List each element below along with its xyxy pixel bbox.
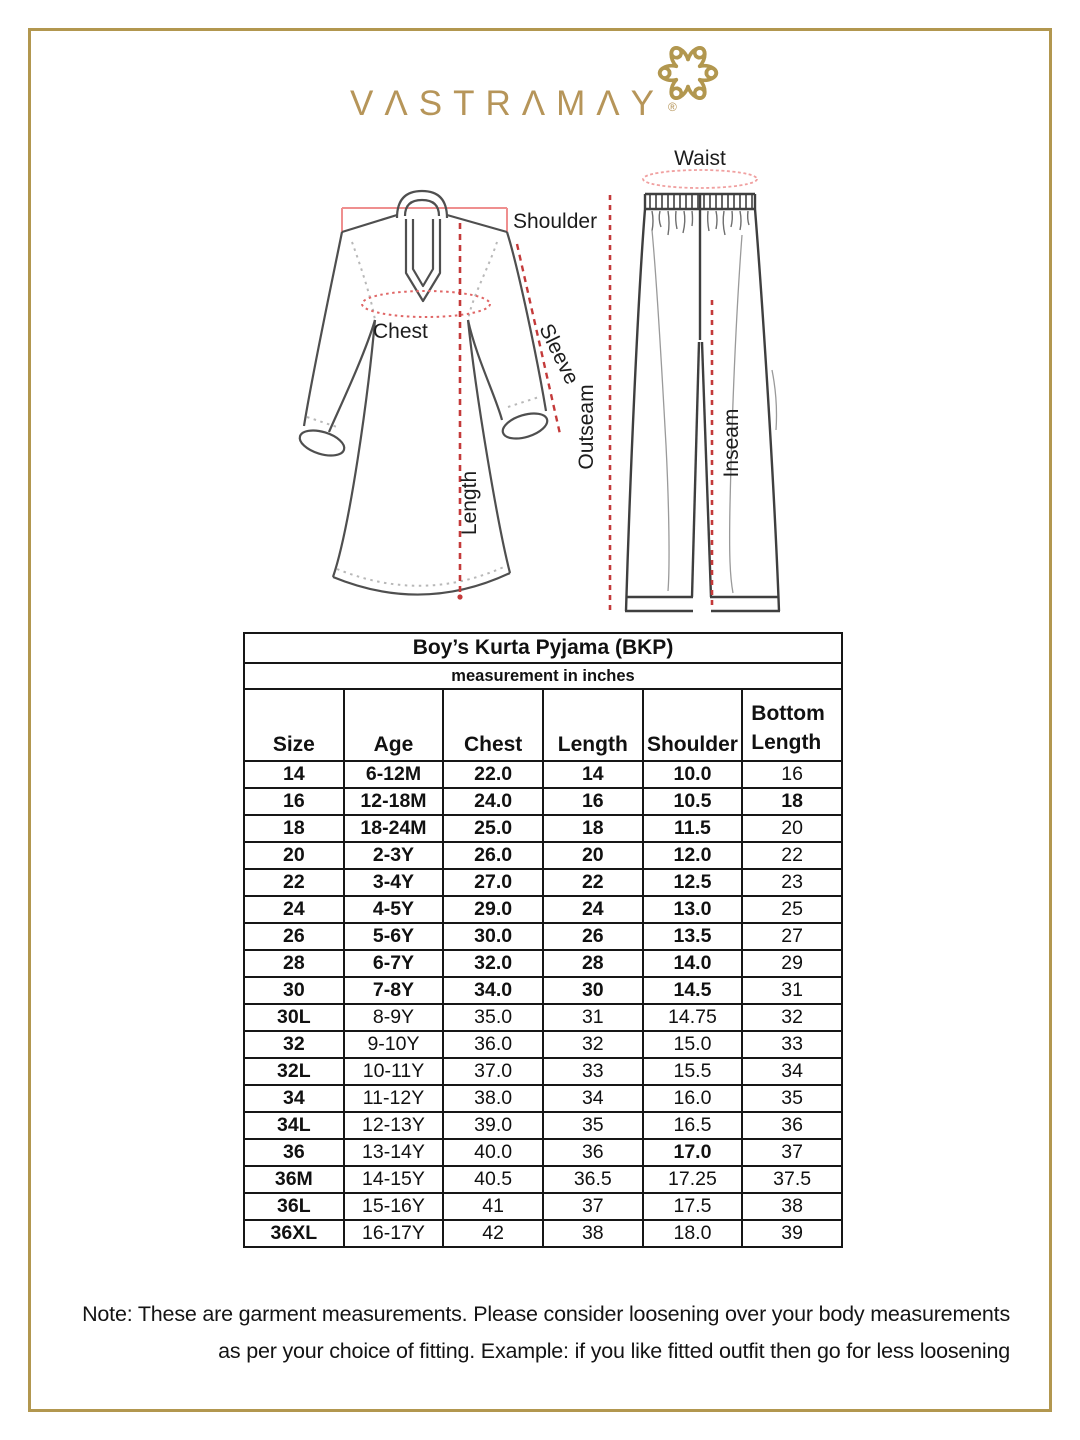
cell-chest: 35.0 [443, 1004, 543, 1031]
table-row [244, 1004, 842, 1031]
cell-size: 32L [244, 1058, 344, 1085]
cell-shoulder: 11.5 [643, 815, 743, 842]
shoulder-measure-line [342, 208, 507, 233]
cell-age: 15-16Y [344, 1193, 444, 1220]
cell-size: 36XL [244, 1220, 344, 1247]
column-header-shoulder: Shoulder [643, 689, 743, 761]
cell-size: 14 [244, 761, 344, 788]
table-subtitle-row [244, 663, 842, 689]
cell-age: 2-3Y [344, 842, 444, 869]
cell-chest: 27.0 [443, 869, 543, 896]
brand-ornament-icon [648, 33, 728, 113]
outseam-label: Outseam [575, 384, 598, 470]
cell-length: 22 [543, 869, 643, 896]
cell-chest: 38.0 [443, 1085, 543, 1112]
cell-chest: 25.0 [443, 815, 543, 842]
note-line-2: as per your choice of fitting. Example: if you like fitted outfit then go for less loosening [218, 1339, 1010, 1363]
cell-shoulder: 17.5 [643, 1193, 743, 1220]
cell-bottom-length: 33 [742, 1031, 842, 1058]
cell-length: 36.5 [543, 1166, 643, 1193]
table-header-row [244, 689, 842, 761]
sleeve-label: Sleeve [534, 320, 584, 389]
length-label: Length [458, 470, 481, 536]
cell-length: 18 [543, 815, 643, 842]
cell-shoulder: 10.5 [643, 788, 743, 815]
cell-bottom-length: 37.5 [742, 1166, 842, 1193]
cell-shoulder: 13.5 [643, 923, 743, 950]
cell-age: 12-18M [344, 788, 444, 815]
table-row [244, 923, 842, 950]
cell-bottom-length: 22 [742, 842, 842, 869]
table-row [244, 1139, 842, 1166]
column-header-bottom-length: Bottom Length [742, 689, 842, 761]
column-header-size: Size [244, 689, 344, 761]
table-title-row [244, 633, 842, 663]
pyjama-diagram [575, 147, 780, 613]
cell-chest: 32.0 [443, 950, 543, 977]
table-row [244, 788, 842, 815]
cell-chest: 26.0 [443, 842, 543, 869]
cell-bottom-length: 16 [742, 761, 842, 788]
column-header-length: Length [543, 689, 643, 761]
table-row [244, 977, 842, 1004]
cell-bottom-length: 34 [742, 1058, 842, 1085]
cell-age: 18-24M [344, 815, 444, 842]
inseam-label: Inseam [720, 408, 743, 478]
cell-size: 36M [244, 1166, 344, 1193]
cell-bottom-length: 31 [742, 977, 842, 1004]
brand-logo-text: VΛSTRΛMΛY [350, 84, 665, 123]
table-row [244, 1166, 842, 1193]
cell-length: 37 [543, 1193, 643, 1220]
cell-length: 26 [543, 923, 643, 950]
cell-age: 6-12M [344, 761, 444, 788]
cell-age: 3-4Y [344, 869, 444, 896]
cell-size: 18 [244, 815, 344, 842]
cell-bottom-length: 39 [742, 1220, 842, 1247]
cell-age: 10-11Y [344, 1058, 444, 1085]
cell-length: 31 [543, 1004, 643, 1031]
cell-size: 28 [244, 950, 344, 977]
cell-shoulder: 14.0 [643, 950, 743, 977]
cell-chest: 29.0 [443, 896, 543, 923]
cell-size: 26 [244, 923, 344, 950]
cell-bottom-length: 20 [742, 815, 842, 842]
cell-shoulder: 15.5 [643, 1058, 743, 1085]
cell-chest: 40.0 [443, 1139, 543, 1166]
cell-shoulder: 17.25 [643, 1166, 743, 1193]
cell-length: 32 [543, 1031, 643, 1058]
table-row [244, 1193, 842, 1220]
cell-shoulder: 17.0 [643, 1139, 743, 1166]
garment-measurement-diagram [280, 145, 800, 632]
cell-length: 34 [543, 1085, 643, 1112]
cell-size: 36L [244, 1193, 344, 1220]
cell-age: 16-17Y [344, 1220, 444, 1247]
cell-age: 6-7Y [344, 950, 444, 977]
cell-size: 20 [244, 842, 344, 869]
cell-shoulder: 18.0 [643, 1220, 743, 1247]
cell-length: 28 [543, 950, 643, 977]
cell-length: 36 [543, 1139, 643, 1166]
cell-bottom-length: 37 [742, 1139, 842, 1166]
table-row [244, 1085, 842, 1112]
shoulder-label: Shoulder [513, 210, 598, 233]
cell-chest: 24.0 [443, 788, 543, 815]
cell-size: 24 [244, 896, 344, 923]
waist-measure-line [643, 170, 757, 188]
table-row [244, 896, 842, 923]
cell-age: 9-10Y [344, 1031, 444, 1058]
table-subtitle: measurement in inches [244, 663, 842, 689]
cell-size: 16 [244, 788, 344, 815]
cell-chest: 42 [443, 1220, 543, 1247]
table-row [244, 869, 842, 896]
cell-chest: 40.5 [443, 1166, 543, 1193]
cell-shoulder: 14.75 [643, 1004, 743, 1031]
cell-shoulder: 14.5 [643, 977, 743, 1004]
table-row [244, 1031, 842, 1058]
table-row [244, 1058, 842, 1085]
column-header-chest: Chest [443, 689, 543, 761]
cell-chest: 22.0 [443, 761, 543, 788]
size-chart-table [243, 632, 843, 1248]
cell-chest: 39.0 [443, 1112, 543, 1139]
cell-length: 30 [543, 977, 643, 1004]
cell-size: 30 [244, 977, 344, 1004]
chest-label: Chest [373, 320, 428, 343]
cell-size: 34L [244, 1112, 344, 1139]
cell-age: 7-8Y [344, 977, 444, 1004]
cell-bottom-length: 29 [742, 950, 842, 977]
cell-size: 32 [244, 1031, 344, 1058]
cell-size: 30L [244, 1004, 344, 1031]
cell-bottom-length: 18 [742, 788, 842, 815]
cell-shoulder: 16.0 [643, 1085, 743, 1112]
cell-shoulder: 16.5 [643, 1112, 743, 1139]
cell-age: 4-5Y [344, 896, 444, 923]
cell-length: 16 [543, 788, 643, 815]
column-header-age: Age [344, 689, 444, 761]
cell-length: 33 [543, 1058, 643, 1085]
cell-length: 38 [543, 1220, 643, 1247]
cell-age: 13-14Y [344, 1139, 444, 1166]
cell-age: 14-15Y [344, 1166, 444, 1193]
cell-bottom-length: 35 [742, 1085, 842, 1112]
cell-bottom-length: 38 [742, 1193, 842, 1220]
table-row [244, 842, 842, 869]
cell-length: 20 [543, 842, 643, 869]
cell-chest: 36.0 [443, 1031, 543, 1058]
cell-bottom-length: 25 [742, 896, 842, 923]
cell-size: 34 [244, 1085, 344, 1112]
table-body [244, 761, 842, 1247]
cell-age: 8-9Y [344, 1004, 444, 1031]
cell-age: 12-13Y [344, 1112, 444, 1139]
table-row [244, 950, 842, 977]
cell-length: 24 [543, 896, 643, 923]
table-row [244, 1220, 842, 1247]
cell-length: 35 [543, 1112, 643, 1139]
cell-shoulder: 15.0 [643, 1031, 743, 1058]
cell-size: 36 [244, 1139, 344, 1166]
cell-length: 14 [543, 761, 643, 788]
waist-label: Waist [674, 147, 726, 170]
cell-shoulder: 12.0 [643, 842, 743, 869]
cell-shoulder: 10.0 [643, 761, 743, 788]
cell-shoulder: 12.5 [643, 869, 743, 896]
cell-size: 22 [244, 869, 344, 896]
table-row [244, 815, 842, 842]
table-row [244, 1112, 842, 1139]
cell-age: 11-12Y [344, 1085, 444, 1112]
table-title: Boy’s Kurta Pyjama (BKP) [244, 633, 842, 663]
table-row [244, 761, 842, 788]
measurement-note [55, 1296, 1010, 1370]
cell-chest: 34.0 [443, 977, 543, 1004]
registered-trademark: ® [668, 100, 677, 114]
note-line-1: Note: These are garment measurements. Please consider loosening over your body measurements [82, 1302, 1010, 1326]
length-measure-line [457, 223, 462, 600]
cell-chest: 37.0 [443, 1058, 543, 1085]
cell-chest: 41 [443, 1193, 543, 1220]
cell-bottom-length: 36 [742, 1112, 842, 1139]
cell-bottom-length: 27 [742, 923, 842, 950]
kurta-diagram [297, 191, 597, 600]
cell-chest: 30.0 [443, 923, 543, 950]
cell-bottom-length: 23 [742, 869, 842, 896]
cell-bottom-length: 32 [742, 1004, 842, 1031]
cell-age: 5-6Y [344, 923, 444, 950]
cell-shoulder: 13.0 [643, 896, 743, 923]
